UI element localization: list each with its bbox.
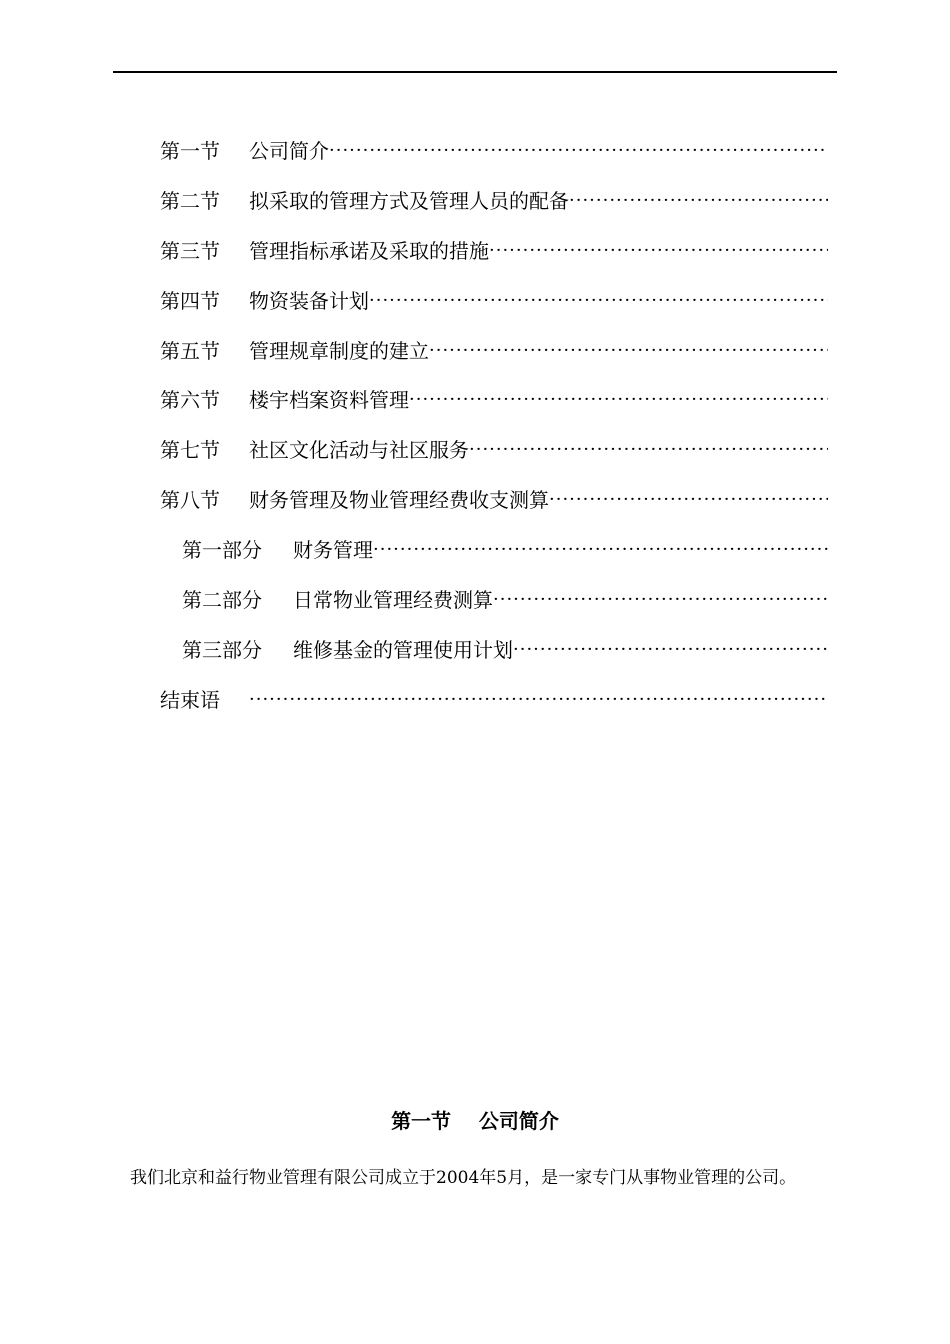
toc-entry[interactable] (160, 176, 828, 226)
toc-entry[interactable] (160, 226, 828, 276)
toc-leader-dots (569, 189, 828, 213)
toc-entry-title: 社区文化活动与社区服务 (249, 438, 469, 463)
toc-leader-dots (493, 588, 828, 612)
toc-entry-title: 管理规章制度的建立 (249, 338, 429, 363)
toc-entry-number: 第六节 (160, 388, 220, 413)
toc-entry-number: 第一部分 (182, 538, 262, 563)
toc-leader-dots (369, 289, 828, 313)
body-paragraph: 我们北京和益行物业管理有限公司成立于2004年5月，是一家专门从事物业管理的公司。 (130, 1168, 797, 1188)
toc-entry-title: 公司简介 (249, 138, 329, 163)
toc-entry-title: 楼宇档案资料管理 (249, 388, 409, 413)
toc-leader-dots (329, 139, 828, 163)
toc-entry-title: 拟采取的管理方式及管理人员的配备 (249, 188, 569, 213)
toc-entry-number: 第二部分 (182, 587, 262, 612)
toc-leader-dots (429, 339, 828, 363)
toc-entry-number: 第四节 (160, 288, 220, 313)
table-of-contents (160, 126, 828, 725)
toc-leader-dots (549, 488, 828, 512)
toc-entry-number: 第三部分 (182, 637, 262, 662)
toc-entry[interactable] (160, 675, 828, 725)
toc-entry-title: 财务管理及物业管理经费收支测算 (249, 488, 549, 513)
toc-entry-title: 财务管理 (293, 538, 373, 563)
toc-entry[interactable] (160, 326, 828, 376)
toc-entry-title: 维修基金的管理使用计划 (293, 637, 513, 662)
toc-entry[interactable] (160, 375, 828, 425)
toc-entry-number: 第一节 (160, 138, 220, 163)
toc-leader-dots (513, 638, 828, 662)
toc-subentry[interactable] (160, 575, 828, 625)
toc-entry[interactable] (160, 276, 828, 326)
toc-entry-number: 第七节 (160, 438, 220, 463)
toc-leader-dots (249, 688, 828, 712)
toc-leader-dots (373, 538, 828, 562)
toc-subentry[interactable] (160, 525, 828, 575)
toc-entry-title: 管理指标承诺及采取的措施 (249, 238, 489, 263)
section-heading: 第一节 公司简介 (391, 1109, 559, 1133)
toc-entry-number: 结束语 (160, 687, 220, 712)
toc-entry-title: 物资装备计划 (249, 288, 369, 313)
toc-leader-dots (489, 239, 828, 263)
toc-entry-number: 第三节 (160, 238, 220, 263)
header-rule (113, 71, 837, 73)
toc-subentry[interactable] (160, 625, 828, 675)
toc-entry[interactable] (160, 126, 828, 176)
toc-entry-number: 第五节 (160, 338, 220, 363)
toc-leader-dots (469, 438, 828, 462)
toc-entry[interactable] (160, 425, 828, 475)
toc-entry-title: 日常物业管理经费测算 (293, 587, 493, 612)
toc-entry[interactable] (160, 475, 828, 525)
toc-leader-dots (409, 388, 828, 412)
toc-entry-number: 第八节 (160, 488, 220, 513)
toc-entry-number: 第二节 (160, 188, 220, 213)
